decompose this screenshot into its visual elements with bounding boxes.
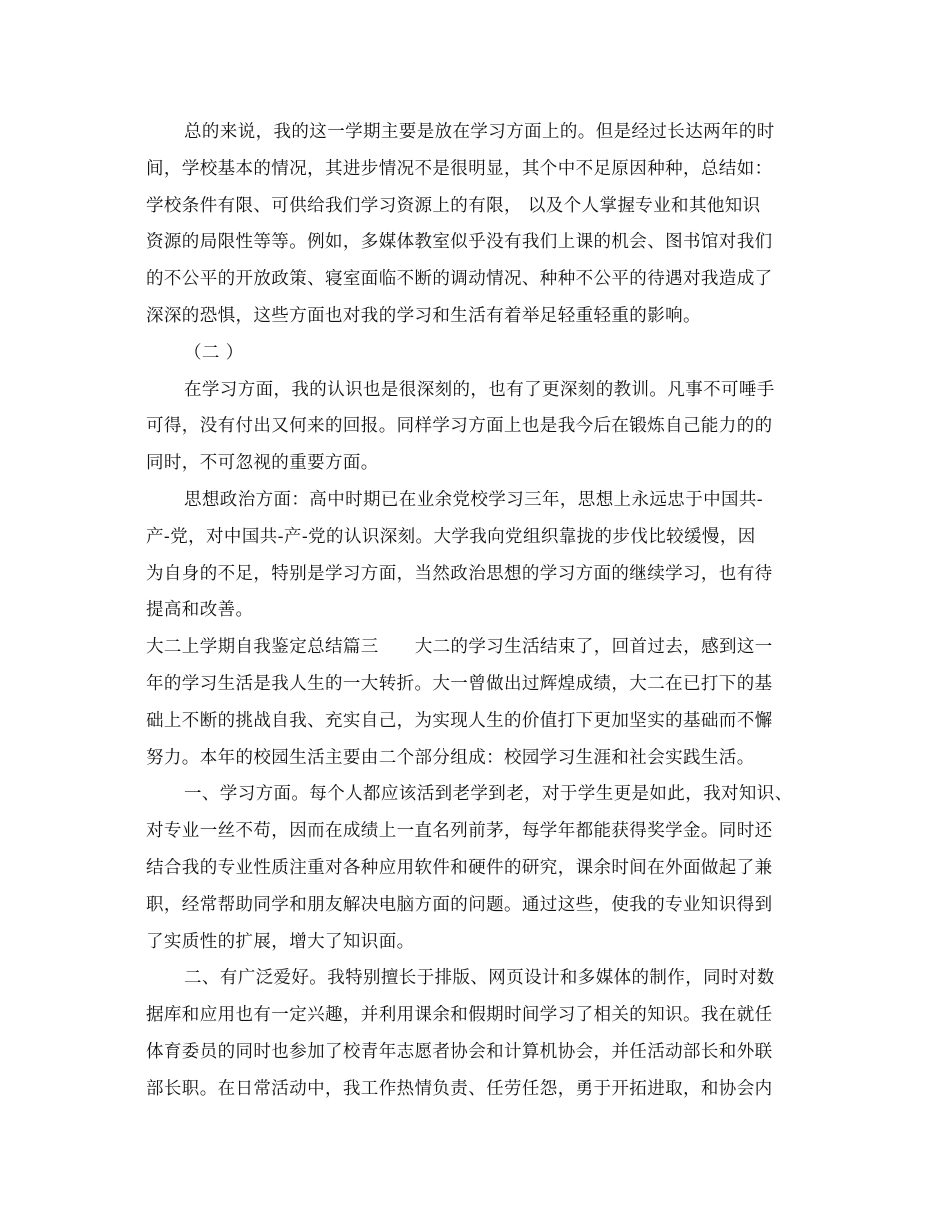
text-line: 一、学习方面。每个人都应该活到老学到老，对于学生更是如此，我对知识、 (184, 784, 793, 805)
text-line: 深深的恐惧，这些方面也对我的学习和生活有着举足轻重轻重的影响。 (146, 305, 701, 326)
text-line: 学校条件有限、可供给我们学习资源上的有限， 以及个人掌握专业和其他知识 (146, 195, 761, 216)
heading-continuation: 大二的学习生活结束了，回首过去，感到这一 (414, 637, 773, 658)
text-line: 部长职。在日常活动中，我工作热情负责、任劳任怨，勇于开拓进取，和协会内 (146, 1078, 773, 1099)
text-line: 职，经常帮助同学和朋友解决电脑方面的问题。通过这些，使我的专业知识得到 (146, 894, 773, 915)
text-line: 结合我的专业性质注重对各种应用软件和硬件的研究，课余时间在外面做起了兼 (146, 857, 773, 878)
text-line: 年的学习生活是我人生的一大转折。大一曾做出过辉煌成绩，大二在已打下的基 (146, 673, 773, 694)
text-line: 资源的局限性等等。例如，多媒体教室似乎没有我们上课的机会、图书馆对我们 (146, 232, 773, 253)
text-line: 可得，没有付出又何来的回报。同样学习方面上也是我今后在锻炼自己能力的的 (146, 416, 773, 437)
text-line: 同时，不可忽视的重要方面。 (146, 453, 379, 474)
text-line: 对专业一丝不苟，因而在成绩上一直名列前茅，每学年都能获得奖学金。同时还 (146, 821, 773, 842)
text-line: 为自身的不足，特别是学习方面，当然政治思想的学习方面的继续学习，也有待 (146, 563, 773, 584)
text-line: 提高和改善。 (146, 600, 254, 621)
text-line: 产-党，对中国共-产-党的认识深刻。大学我向党组织靠拢的步伐比较缓慢，因 (146, 526, 756, 547)
text-line: 础上不断的挑战自我、充实自己，为实现人生的价值打下更加坚实的基础而不懈 (146, 710, 773, 731)
text-line: 思想政治方面：高中时期已在业余党校学习三年，思想上永远忠于中国共- (184, 489, 764, 510)
document-body (146, 114, 806, 1108)
heading-line (146, 629, 806, 666)
section-marker: （二 ） (184, 342, 244, 363)
section-heading: 大二上学期自我鉴定总结篇三 (146, 637, 379, 658)
text-line: 据库和应用也有一定兴趣，并利用课余和假期时间学习了相关的知识。我在就任 (146, 1005, 773, 1026)
text-line: 在学习方面，我的认识也是很深刻的，也有了更深刻的教训。凡事不可唾手 (184, 379, 775, 400)
text-line: 的不公平的开放政策、寝室面临不断的调动情况、种种不公平的待遇对我造成了 (146, 269, 773, 290)
text-line: 间，学校基本的情况，其进步情况不是很明显，其个中不足原因种种，总结如： (146, 158, 773, 179)
text-line: 了实质性的扩展，增大了知识面。 (146, 931, 415, 952)
text-line: 体育委员的同时也参加了校青年志愿者协会和计算机协会，并任活动部长和外联 (146, 1041, 773, 1062)
text-line: 二、有广泛爱好。我特别擅长于排版、网页设计和多媒体的制作，同时对数 (184, 968, 775, 989)
text-line: 总的来说，我的这一学期主要是放在学习方面上的。但是经过长达两年的时 (184, 122, 775, 142)
text-line: 努力。本年的校园生活主要由二个部分组成：校园学习生涯和社会实践生活。 (146, 747, 755, 768)
